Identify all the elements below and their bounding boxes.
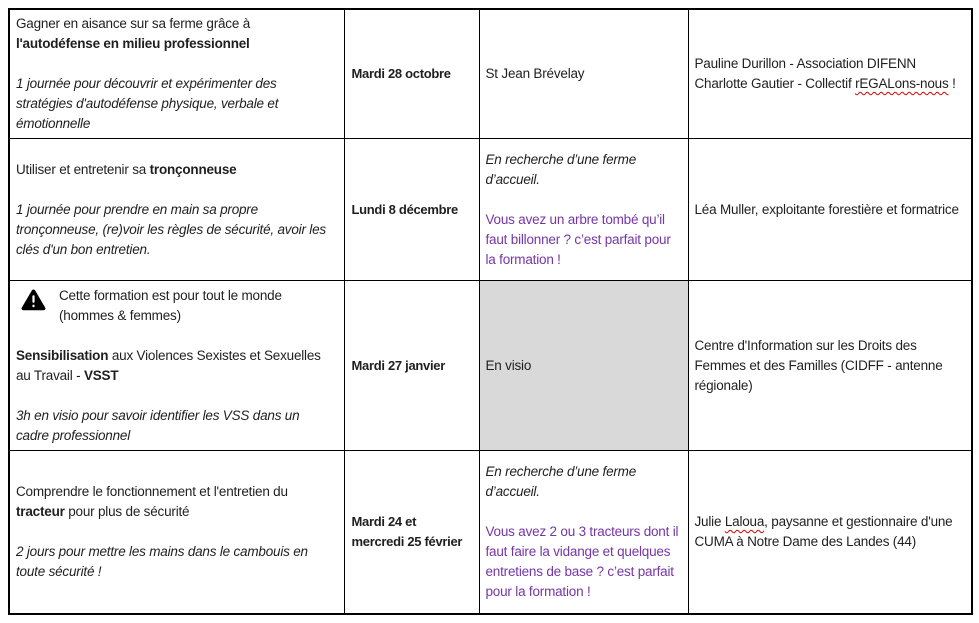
date-text: Mardi 24 et (351, 513, 417, 529)
trainer-line: Centre d'Information sur les Droits des Femmes et des Familles (CIDFF - antenne régionale) (694, 337, 943, 393)
cell-location-tracteur[interactable] (479, 451, 688, 614)
warning-text: Cette formation est pour tout le monde (hommes & femmes) (59, 287, 282, 323)
cell-location-tronconneuse[interactable] (479, 139, 688, 281)
formation-title: Comprendre le fonctionnement et l'entretien du tracteur pour plus de sécurité (16, 483, 288, 519)
date-text: mercredi 25 février (351, 533, 463, 549)
cell-date-vsst[interactable] (344, 281, 479, 451)
location-callout: Vous avez un arbre tombé qu’il faut billonner ? c’est parfait pour la formation ! (485, 211, 671, 267)
warning-block (16, 286, 336, 326)
location-text: St Jean Brévelay (485, 66, 585, 81)
cell-date-tracteur[interactable] (344, 451, 479, 614)
trainer-line: Pauline Durillon - Association DIFENN (694, 56, 916, 71)
location-note: En recherche d’une ferme d’accueil. (485, 151, 637, 187)
cell-trainers-vsst[interactable] (688, 281, 972, 451)
table-row-tracteur (9, 451, 972, 614)
formation-description: 1 journée pour découvrir et expérimenter des stratégies d'autodéfense physique, verbale et émotionnelle (16, 76, 279, 131)
formation-description: 2 jours pour mettre les mains dans le cambouis en toute sécurité ! (16, 543, 308, 579)
cell-trainers-autodefense[interactable] (688, 9, 972, 139)
formation-title: Gagner en aisance sur sa ferme grâce à l'autodéfense en milieu professionnel (16, 16, 251, 51)
formations-table (8, 8, 973, 615)
table-row-vsst (9, 281, 972, 451)
trainer-line: Charlotte Gautier - Collectif rEGALons-nous ! (694, 76, 956, 91)
cell-formation-tronconneuse[interactable] (9, 139, 344, 281)
trainer-line: Julie Laloua, paysanne et gestionnaire d'une CUMA à Notre Dame des Landes (44) (694, 513, 953, 549)
cell-date-autodefense[interactable] (344, 9, 479, 139)
formation-description: 3h en visio pour savoir identifier les VSS dans un cadre professionnel (16, 407, 300, 443)
location-text: En visio (485, 357, 532, 373)
formation-description: 1 journée pour prendre en main sa propre tronçonneuse, (re)voir les règles de sécurité, avoir les clés d'un bon entretien. (16, 201, 326, 257)
location-note: En recherche d’une ferme d’accueil. (485, 463, 637, 499)
table-row-tronconneuse (9, 139, 972, 281)
misspelled-word: rEGALons-nous (855, 76, 949, 91)
misspelled-word: Laloua (724, 513, 765, 529)
cell-formation-tracteur[interactable] (9, 451, 344, 614)
cell-location-vsst[interactable] (479, 281, 688, 451)
cell-formation-autodefense[interactable] (9, 9, 344, 139)
formation-title: Utiliser et entretenir sa tronçonneuse (16, 161, 237, 177)
trainer-line: Léa Muller, exploitante forestière et formatrice (694, 201, 959, 217)
date-text: Lundi 8 décembre (351, 201, 458, 217)
cell-trainers-tracteur[interactable] (688, 451, 972, 614)
date-text: Mardi 28 octobre (351, 66, 451, 81)
date-text: Mardi 27 janvier (351, 357, 445, 373)
formation-title: Sensibilisation aux Violences Sexistes et Sexuelles au Travail - VSST (16, 347, 321, 383)
cell-date-tronconneuse[interactable] (344, 139, 479, 281)
cell-trainers-tronconneuse[interactable] (688, 139, 972, 281)
cell-formation-vsst[interactable] (9, 281, 344, 451)
cell-location-autodefense[interactable] (479, 9, 688, 139)
location-callout: Vous avez 2 ou 3 tracteurs dont il faut faire la vidange et quelques entretiens de base ? c’est parfait pour la formation ! (485, 523, 679, 599)
warning-icon (16, 289, 46, 311)
table-row-autodefense (9, 9, 972, 139)
